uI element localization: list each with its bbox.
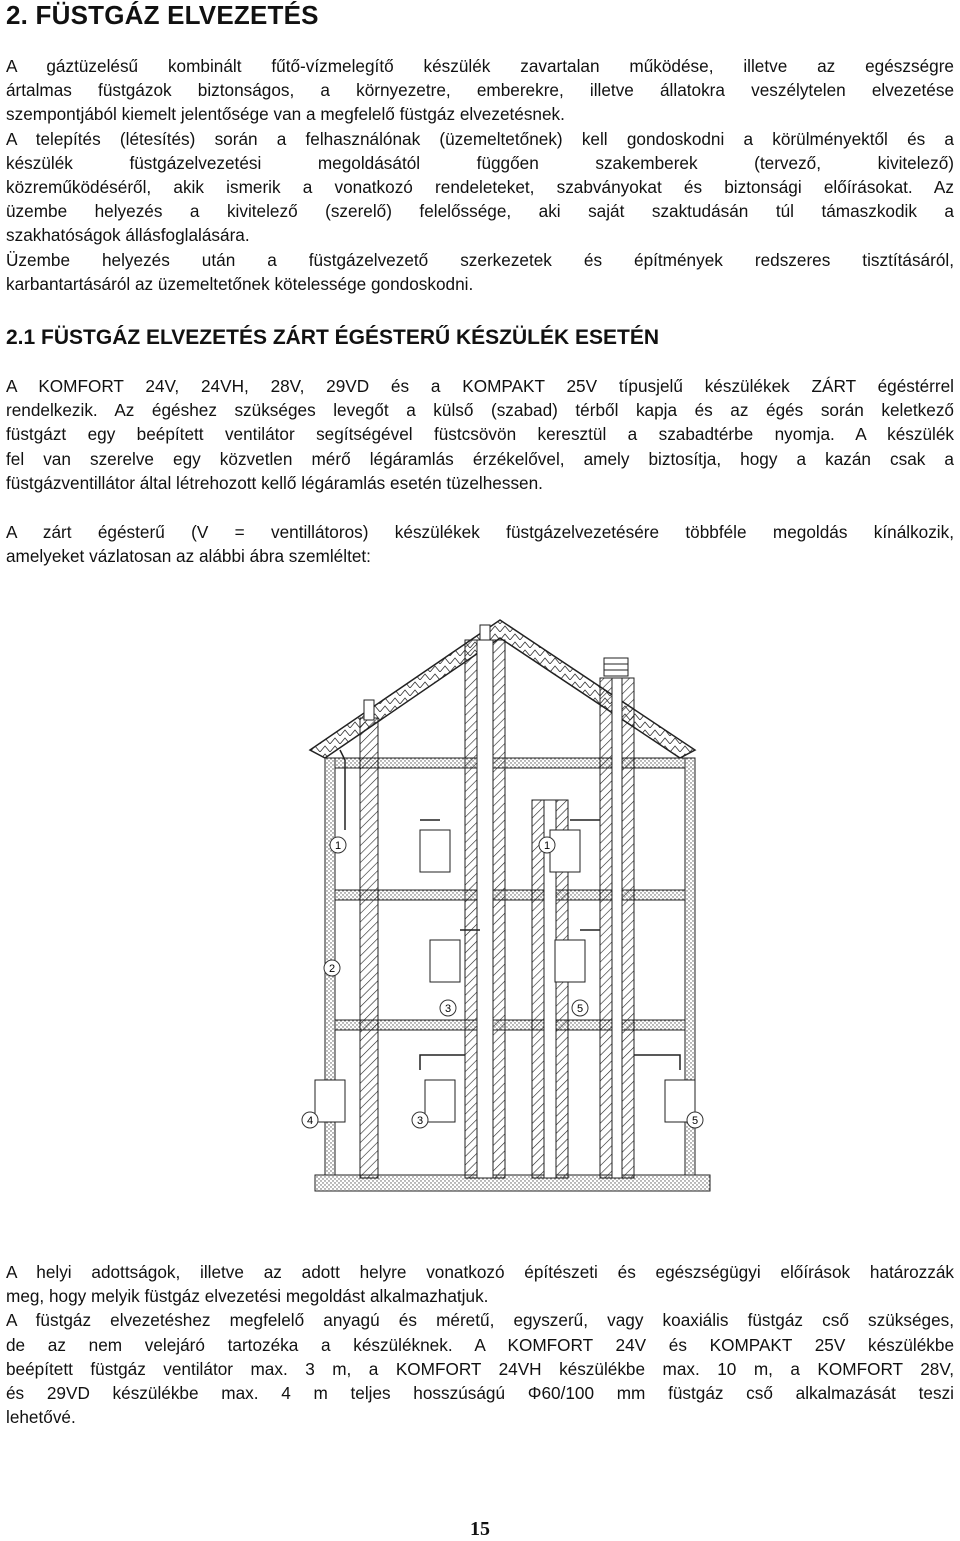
text-line: közreműködéséről, akik ismerik a vonatkozó rendeleteket, szabványokat és biztonsági előírásokat. Az — [6, 177, 954, 198]
diagram-label: 1 — [334, 840, 342, 852]
zart-paragraph — [6, 520, 954, 568]
text-line: A KOMFORT 24V, 24VH, 28V, 29VD és a KOMPAKT 25V típusjelű készülékek ZÁRT égéstérrel — [6, 376, 954, 396]
text-line: szakhatóságok állásfoglalására. — [6, 225, 250, 246]
text-line: füstgázt egy beépített ventilátor segítségével füstcsövön keresztül a szabadtérbe nyomja. A készülék — [6, 424, 954, 445]
text-line: fel van szerelve egy közvetlen mérő légáramlás érzékelővel, amely biztosítja, hogy a kazán csak a — [6, 448, 954, 469]
text-line: karbantartásáról az üzemeltetőnek kötelessége gondoskodni. — [6, 273, 474, 294]
text-line: rendelkezik. Az égéshez szükséges levegőt a külső (szabad) térből kapja és az égés során keletkező — [6, 400, 954, 421]
main-heading: 2. FÜSTGÁZ ELVEZETÉS — [6, 0, 319, 30]
diagram-label: 5 — [691, 1115, 699, 1127]
page-number: 15 — [470, 1518, 490, 1540]
text-line: A füstgáz elvezetéshez megfelelő anyagú és méretű, egyszerű, vagy koaxiális füstgáz cső szükséges, — [6, 1310, 954, 1331]
diagram-label: 3 — [444, 1003, 452, 1015]
sub-heading: 2.1 FÜSTGÁZ ELVEZETÉS ZÁRT ÉGÉSTERŰ KÉSZÜLÉK ESETÉN — [6, 326, 660, 349]
text-line: üzembe helyezés a kivitelező (szerelő) felelőssége, aki saját szaktudásán túl támaszkodik a — [6, 201, 954, 222]
text-line: A gáztüzelésű kombinált fűtő-vízmelegítő készülék zavartalan működése, illetve az egészségre — [6, 56, 954, 76]
text-line: és 29VD készülékbe max. 4 m teljes hosszúságú Φ60/100 mm füstgáz cső alkalmazását teszi — [6, 1383, 954, 1404]
text-line: A helyi adottságok, illetve az adott helyre vonatkozó építészeti és egészségügyi előírások határozzák — [6, 1262, 954, 1282]
text-line: amelyeket vázlatosan az alábbi ábra szemléltet: — [6, 546, 371, 567]
helyi-paragraph — [6, 1260, 954, 1429]
diagram-label: 2 — [328, 963, 336, 975]
text-line: A telepítés (létesítés) során a felhasználónak (üzemeltetőnek) kell gondoskodni a körülményektől és a — [6, 128, 954, 149]
text-line: de az nem velejáró tartozéka a készüléknek. A KOMFORT 24V és KOMPAKT 25V készülékbe — [6, 1334, 954, 1355]
komfort-paragraph — [6, 374, 954, 495]
diagram-label: 4 — [306, 1115, 314, 1127]
text-line: készülék füstgázelvezetési megoldásától függően szakemberek (tervező, kivitelező) — [6, 152, 954, 173]
diagram-label: 5 — [576, 1003, 584, 1015]
chimneys — [360, 625, 634, 1178]
text-line: füstgázventillátor által létrehozott kellő légáramlás esetén tüzelhessen. — [6, 472, 543, 493]
text-line: beépített füstgáz ventilátor max. 3 m, a KOMFORT 24VH készülékbe max. 10 m, a KOMFORT 28V, — [6, 1358, 954, 1379]
diagram-label: 1 — [543, 840, 551, 852]
text-line: szempontjából kiemelt jelentősége van a megfelelő füstgáz elvezetésnek. — [6, 104, 565, 125]
text-line: ártalmas füstgázok biztonságos, a környezetre, emberekre, illetve állatokra veszélytelen elvezetése — [6, 80, 954, 101]
text-line: lehetővé. — [6, 1407, 76, 1428]
text-line: A zárt égésterű (V = ventillátoros) készülékek füstgázelvezetésére többféle megoldás kínálkozik, — [6, 522, 954, 542]
flue-installation-diagram — [300, 600, 740, 1220]
text-line: meg, hogy melyik füstgáz elvezetési megoldást alkalmazhatjuk. — [6, 1286, 489, 1307]
intro-paragraph — [6, 54, 954, 296]
text-line: Üzembe helyezés után a füstgázelvezető szerkezetek és építmények redszeres tisztításáról, — [6, 249, 954, 270]
diagram-label: 3 — [416, 1115, 424, 1127]
